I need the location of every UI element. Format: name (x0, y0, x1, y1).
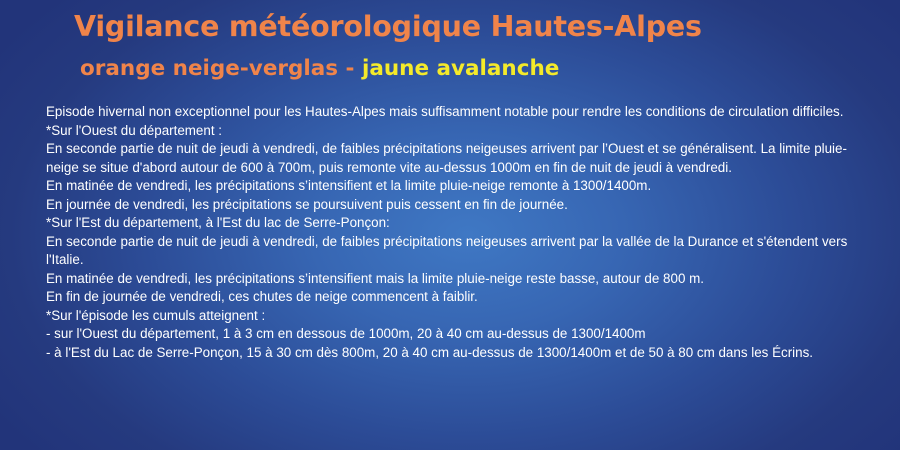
subtitle-orange-alert: orange neige-verglas - (80, 56, 362, 81)
east-night-paragraph: En seconde partie de nuit de jeudi à vendredi, de faibles précipitations neigeuses arrivent par la vallée de la Durance et s'étendent vers l'Italie. (46, 233, 848, 267)
page-subtitle (80, 52, 559, 86)
cumuls-west-item: - sur l'Ouest du département, 1 à 3 cm en dessous de 1000m, 20 à 40 cm au-dessus de 1300/1400m (46, 326, 646, 341)
west-night-paragraph: En seconde partie de nuit de jeudi à vendredi, de faibles précipitations neigeuses arrivent par l’Ouest et se généralisent. La limite pluie-neige se situe d'abord autour de 600 à 700m, puis remonte vite au-dessus 1000m en fin de nuit de jeudi à vendredi. (46, 141, 847, 175)
intro-paragraph: Episode hivernal non exceptionnel pour les Hautes-Alpes mais suffisamment notable pour rendre les conditions de circulation difficiles. (46, 104, 844, 119)
page-title: Vigilance météorologique Hautes-Alpes (74, 10, 702, 43)
west-morning-paragraph: En matinée de vendredi, les précipitations s’intensifient et la limite pluie-neige remonte à 1300/1400m. (46, 178, 652, 193)
east-morning-paragraph: En matinée de vendredi, les précipitations s’intensifient mais la limite pluie-neige reste basse, autour de 800 m. (46, 270, 704, 286)
cumuls-east-item: - à l'Est du Lac de Serre-Ponçon, 15 à 30 cm dès 800m, 20 à 40 cm au-dessus de 1300/1400m et de 50 à 80 cm dans les Écrins. (46, 344, 814, 360)
west-day-paragraph: En journée de vendredi, les précipitations se poursuivent puis cessent en fin de journée. (46, 196, 568, 212)
east-evening-paragraph: En fin de journée de vendredi, ces chutes de neige commencent à faiblir. (46, 289, 478, 304)
section-heading-east: *Sur l'Est du département, à l'Est du lac de Serre-Ponçon: (46, 215, 390, 230)
subtitle-yellow-alert: jaune avalanche (361, 56, 560, 81)
bulletin-body (46, 103, 866, 362)
section-heading-west: *Sur l'Ouest du département : (46, 122, 222, 138)
section-heading-cumuls: *Sur l'épisode les cumuls atteignent : (46, 307, 266, 323)
